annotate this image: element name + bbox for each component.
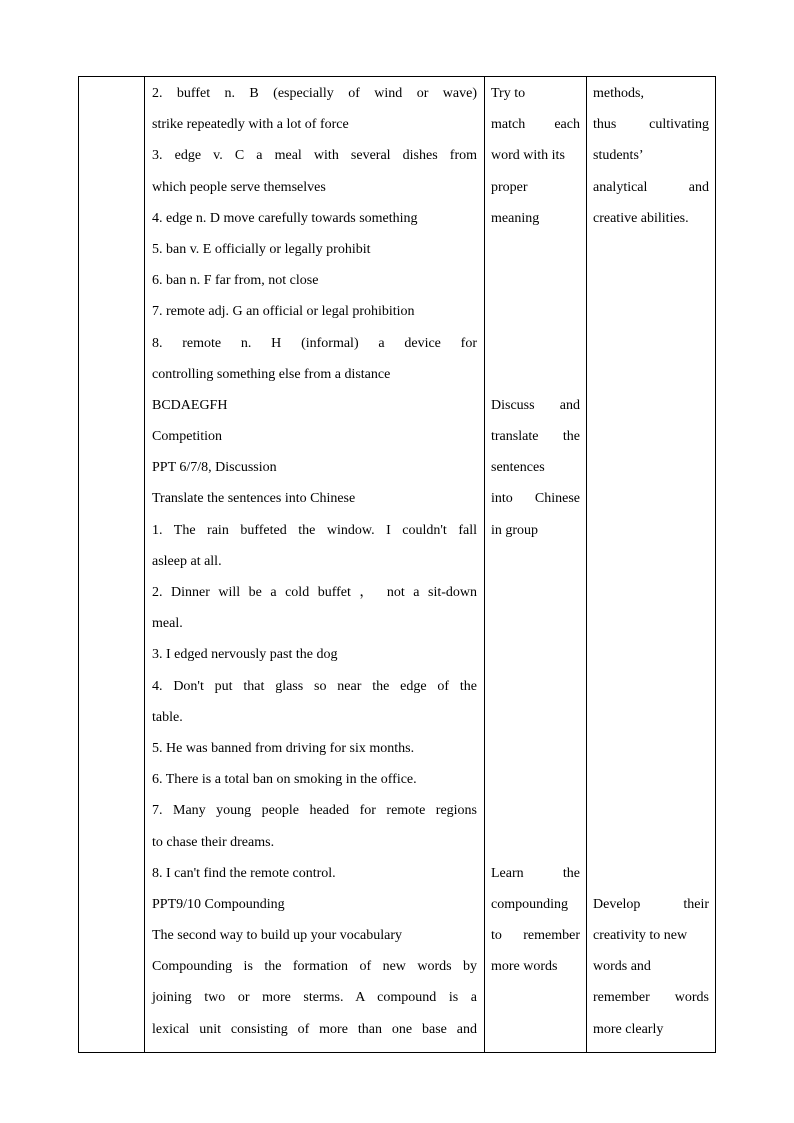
text-line <box>593 241 709 272</box>
purpose-text-block <box>587 77 715 1052</box>
text-line: joining two or more sterms. A compound is a <box>152 990 477 1006</box>
text-line: lexical unit consisting of more than one base and <box>152 1021 477 1037</box>
text-line <box>491 740 580 771</box>
text-line <box>491 366 580 397</box>
text-line: meal. <box>152 616 183 632</box>
text-line: methods, <box>593 86 644 101</box>
text-line: 6. There is a total ban on smoking in the office. <box>152 772 417 788</box>
step-cell <box>79 77 145 1053</box>
text-line: 5. ban v. E officially or legally prohibit <box>152 241 371 257</box>
text-line: 6. ban n. F far from, not close <box>152 273 319 289</box>
text-line <box>593 303 709 334</box>
text-line: BCDAEGFH <box>152 397 228 413</box>
activity-text-block <box>145 77 484 1052</box>
text-line: Try to <box>491 86 526 101</box>
text-line: to chase their dreams. <box>152 834 275 850</box>
text-line: thus cultivating <box>593 117 709 133</box>
text-line <box>593 428 709 459</box>
text-line: match each <box>491 117 580 133</box>
text-line: Discuss and <box>491 397 580 413</box>
activity-cell <box>145 77 485 1053</box>
text-line <box>593 771 709 802</box>
text-line <box>593 272 709 303</box>
text-line: 7. Many young people headed for remote regions <box>152 803 477 819</box>
text-line: to remember <box>491 928 580 944</box>
text-line: remember words <box>593 990 709 1006</box>
text-line <box>593 834 709 865</box>
text-line: 8. I can't find the remote control. <box>152 865 336 881</box>
text-line <box>491 678 580 709</box>
text-line: 2. Dinner will be a cold buffet ， not a sit-down <box>152 585 477 600</box>
text-line <box>491 553 580 584</box>
text-line <box>491 615 580 646</box>
text-line <box>491 709 580 740</box>
text-line <box>491 335 580 366</box>
text-line <box>593 459 709 490</box>
text-line <box>593 584 709 615</box>
text-line: in group <box>491 522 539 538</box>
text-line: table. <box>152 709 183 725</box>
text-line <box>491 646 580 677</box>
text-line <box>593 553 709 584</box>
text-line: Translate the sentences into Chinese <box>152 491 356 507</box>
text-line <box>491 272 580 303</box>
text-line <box>593 802 709 833</box>
text-line: asleep at all. <box>152 553 222 569</box>
text-line: sentences <box>491 460 545 476</box>
text-line <box>593 366 709 397</box>
text-line: The second way to build up your vocabulary <box>152 928 402 944</box>
text-line <box>491 241 580 272</box>
text-line: students’ <box>593 148 644 164</box>
text-line: compounding <box>491 896 568 912</box>
text-line: Learn the <box>491 865 580 881</box>
text-line: 7. remote adj. G an official or legal prohibition <box>152 304 415 320</box>
text-line: into Chinese <box>491 491 580 507</box>
text-line <box>593 522 709 553</box>
text-line: 4. Don't put that glass so near the edge of the <box>152 678 477 694</box>
text-line <box>491 584 580 615</box>
text-line <box>593 490 709 521</box>
text-line: which people serve themselves <box>152 179 326 195</box>
purpose-cell <box>587 77 716 1053</box>
text-line <box>491 771 580 802</box>
text-line: strike repeatedly with a lot of force <box>152 117 349 133</box>
text-line <box>491 834 580 865</box>
text-line: more words <box>491 959 558 975</box>
text-line: Competition <box>152 429 222 445</box>
text-line <box>593 397 709 428</box>
text-line <box>491 802 580 833</box>
text-line <box>593 335 709 366</box>
text-line: creative abilities. <box>593 210 689 226</box>
text-line: controlling something else from a distance <box>152 366 391 382</box>
text-line: 3. edge v. C a meal with several dishes from <box>152 148 477 164</box>
text-line: proper <box>491 179 528 195</box>
text-line: PPT9/10 Compounding <box>152 896 285 912</box>
text-line: 8. remote n. H (informal) a device for <box>152 335 477 351</box>
text-line: words and <box>593 959 651 975</box>
student-activity-text-block <box>485 77 586 989</box>
text-line <box>593 646 709 677</box>
student-activity-cell <box>485 77 587 1053</box>
text-line <box>593 740 709 771</box>
text-line: more clearly <box>593 1021 664 1037</box>
text-line: 3. I edged nervously past the dog <box>152 647 338 663</box>
text-line <box>491 303 580 334</box>
text-line: creativity to new <box>593 928 688 944</box>
text-line: PPT 6/7/8, Discussion <box>152 460 277 476</box>
text-line <box>593 865 709 896</box>
text-line <box>593 709 709 740</box>
text-line: 2. buffet n. B (especially of wind or wave) <box>152 86 477 101</box>
text-line: word with its <box>491 148 565 164</box>
text-line: 5. He was banned from driving for six months. <box>152 740 415 756</box>
text-line: Compounding is the formation of new words by <box>152 959 477 975</box>
text-line: 1. The rain buffeted the window. I couldn't fall <box>152 522 477 538</box>
text-line: analytical and <box>593 179 709 195</box>
text-line <box>593 678 709 709</box>
text-line: 4. edge n. D move carefully towards something <box>152 210 418 226</box>
table-row <box>79 77 716 1053</box>
lesson-plan-table <box>78 76 716 1053</box>
text-line: meaning <box>491 210 540 226</box>
text-line: Develop their <box>593 896 709 912</box>
text-line: translate the <box>491 429 580 445</box>
text-line <box>593 615 709 646</box>
